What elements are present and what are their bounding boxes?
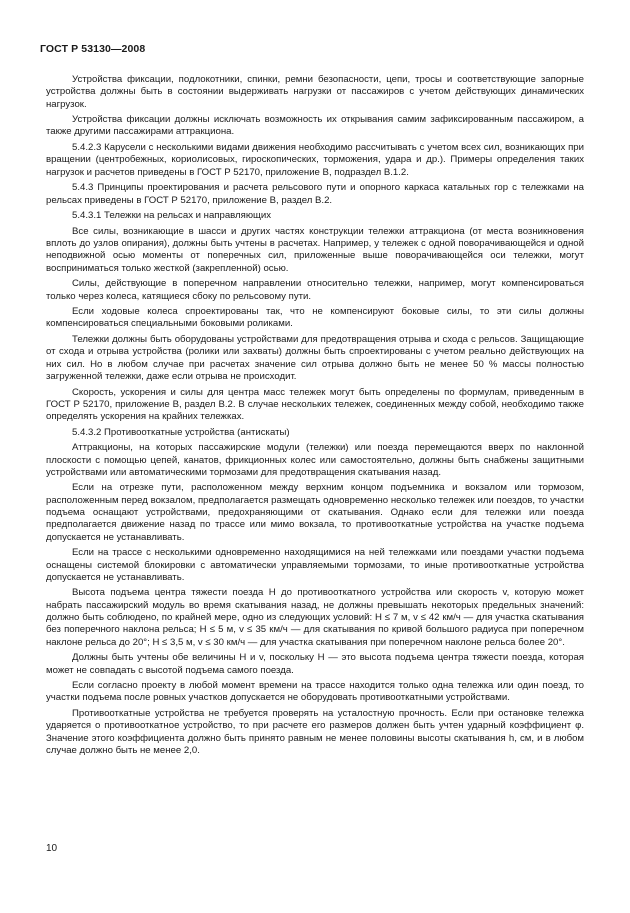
paragraph: Устройства фиксации должны исключать возможность их открывания самим зафиксированным пассажиром, а также другими пассажирами аттракциона.	[46, 114, 584, 138]
paragraph: 5.4.2.3 Карусели с несколькими видами движения необходимо рассчитывать с учетом всех сил, возникающих при вращении (центробежных, кориолисовых, гироскопических, торможения, удара и др.). Примеры определения таких нагрузок и расчетов приведены в ГОСТ Р 52170, приложение В, подраздел В.1.2.	[46, 142, 584, 178]
paragraph: Устройства фиксации, подлокотники, спинки, ремни безопасности, цепи, тросы и соответствующие запорные устройства должны быть в состоянии выдерживать нагрузки от пассажиров с учетом действующих динамических нагрузок.	[46, 74, 584, 110]
document-body	[46, 74, 584, 760]
paragraph: Все силы, возникающие в шасси и других частях конструкции тележки аттракциона (от места возникновения вплоть до узлов опирания), должны быть учтены в расчетах. Например, у тележек с одной поворачивающейся и одной неподвижной осью моменты от поперечных сил, приложенные выше поворачивающейся оси тележки, могут восприниматься только жесткой (закрепленной) осью.	[46, 225, 584, 274]
paragraph: Противооткатные устройства не требуется проверять на усталостную прочность. Если при остановке тележка ударяется о противооткатное устройство, то при расчете его размеров должен быть учтен ударный коэффициент φ. Значение этого коэффициента должно быть принято равным не менее половины высоты скатывания h, см, и в любом случае должно быть не менее 2,0.	[46, 708, 584, 756]
paragraph: Если ходовые колеса спроектированы так, что не компенсируют боковые силы, то эти силы должны компенсироваться специальными боковыми роликами.	[46, 306, 584, 330]
paragraph: Силы, действующие в поперечном направлении относительно тележки, например, могут компенсироваться только через колеса, катящиеся сбоку по рельсовому пути.	[46, 278, 584, 302]
paragraph: Аттракционы, на которых пассажирские модули (тележки) или поезда перемещаются вверх по наклонной плоскости с помощью цепей, канатов, фрикционных колес или самостоятельно, должны быть снабжены защитными устройствами или автоматическими тормозами для предотвращения скатывания назад.	[46, 442, 584, 478]
paragraph: Если на отрезке пути, расположенном между верхним концом подъемника и вокзалом или тормозом, расположенным перед вокзалом, предполагается размещать одновременно несколько тележек или поездов, то участки подъема оснащают устройствами, предохраняющими от скатывания. Однако если для тележки или поезда предполагается движение назад по трассе или мимо вокзала, то противооткатные устройства на участке подъема допускается не устанавливать.	[46, 482, 584, 543]
paragraph: Высота подъема центра тяжести поезда H до противооткатного устройства или скорость v, которую может набрать пассажирский модуль во время скатывания назад, не должны превышать некоторых предельных значений: должно быть соблюдено, по крайней мере, одно из следующих условий: H ≤ 7 м, v ≤ 42 км/ч — для участка скатывания без поперечного наклона рельса; H ≤ 5 м, v ≤ 35 км/ч — для скатывания по кривой большого радиуса при поперечном наклоне рельса до 20°; H ≤ 3,5 м, v ≤ 30 км/ч — для участка скатывания при поперечном наклоне рельса более 20°.	[46, 587, 584, 648]
paragraph: 5.4.3 Принципы проектирования и расчета рельсового пути и опорного каркаса катальных гор с тележками на рельсах приведены в ГОСТ Р 52170, приложение В, раздел В.2.	[46, 182, 584, 206]
paragraph: Если согласно проекту в любой момент времени на трассе находится только одна тележка или один поезд, то участки подъема после ровных участков допускается не оборудовать противооткатными устройствами.	[46, 680, 584, 704]
paragraph: Если на трассе с несколькими одновременно находящимися на ней тележками или поездами участки подъема оснащены системой блокировки с автоматически управляемыми тормозами, то иные противооткатные устройства допускается не устанавливать.	[46, 547, 584, 583]
paragraph: Должны быть учтены обе величины H и v, поскольку H — это высота подъема центра тяжести поезда, которая может не совпадать с высотой подъема самого поезда.	[46, 652, 584, 676]
section-heading: 5.4.3.2 Противооткатные устройства (антискаты)	[72, 426, 290, 438]
document-header: ГОСТ Р 53130—2008	[40, 43, 146, 55]
section-heading: 5.4.3.1 Тележки на рельсах и направляющих	[72, 210, 272, 222]
paragraph: Тележки должны быть оборудованы устройствами для предотвращения отрыва и схода с рельсов. Защищающие от схода и отрыва устройства (ролики или захваты) должны быть спроектированы с учетом реально действующих на них сил. Но в любом случае при расчетах значение сил отрыва должно быть не менее 50 % массы полностью загруженной тележки, даже если отрыва не происходит.	[46, 334, 584, 382]
paragraph: Скорость, ускорения и силы для центра масс тележек могут быть определены по формулам, приведенным в ГОСТ Р 52170, приложение В, раздел В.2. В случае нескольких тележек, соединенных между собой, необходимо также определять ускорения на крайних тележках.	[46, 386, 584, 423]
page-number: 10	[46, 843, 58, 854]
